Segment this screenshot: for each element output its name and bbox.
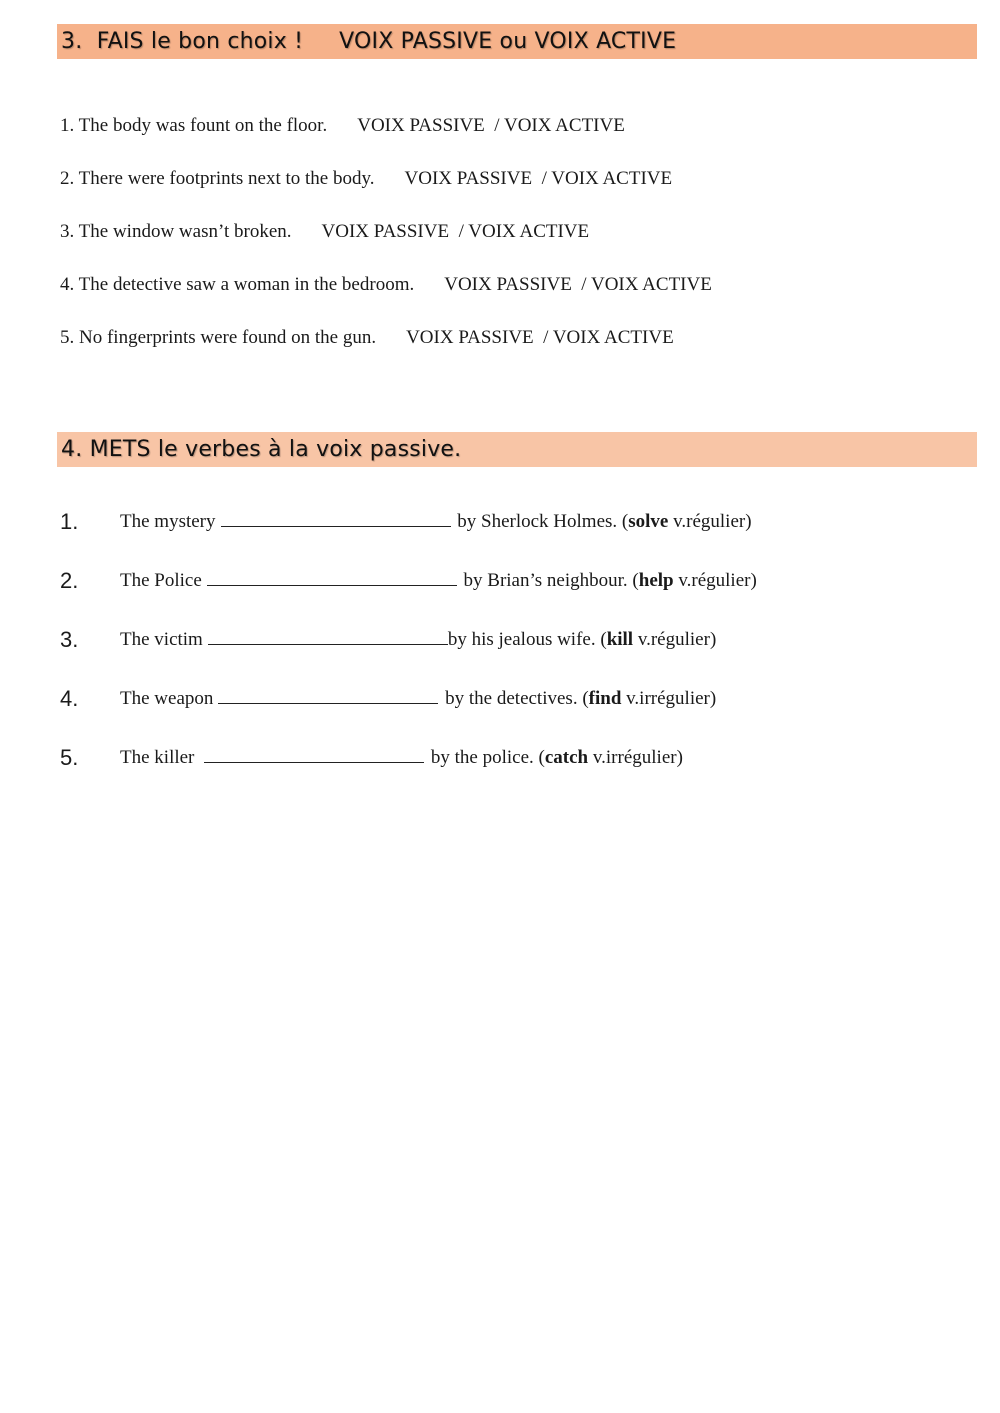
fill-item xyxy=(60,741,960,775)
fill-verb-type: v.irrégulier) xyxy=(592,747,683,768)
section-4-title: 4. METS le verbes à la voix passive. xyxy=(61,437,462,462)
answer-blank[interactable] xyxy=(221,506,451,527)
choice-sentence: The detective saw a woman in the bedroom. xyxy=(78,274,415,295)
fill-agent: by Brian’s neighbour. xyxy=(463,570,628,591)
fill-subject: The weapon xyxy=(120,688,214,709)
fill-open-paren: ( xyxy=(632,570,639,591)
choice-options[interactable]: VOIX PASSIVE / VOIX ACTIVE xyxy=(321,221,590,242)
answer-blank[interactable] xyxy=(218,683,438,704)
section-3-header xyxy=(57,24,977,59)
fill-subject: The killer xyxy=(120,747,195,768)
choice-item xyxy=(60,111,625,141)
choice-options[interactable]: VOIX PASSIVE / VOIX ACTIVE xyxy=(444,274,712,295)
answer-blank[interactable] xyxy=(207,565,457,586)
fill-open-paren: ( xyxy=(538,747,545,768)
fill-subject: The Police xyxy=(120,570,202,591)
fill-agent: by the detectives. xyxy=(445,688,578,709)
fill-verb: help xyxy=(638,570,674,591)
answer-blank[interactable] xyxy=(204,742,424,763)
section-4-header xyxy=(57,432,977,467)
fill-verb: catch xyxy=(544,747,589,768)
fill-verb: solve xyxy=(628,511,669,532)
choice-number: 3. xyxy=(60,221,75,242)
fill-subject: The victim xyxy=(120,629,203,650)
section-3-title: FAIS le bon choix ! xyxy=(96,29,304,54)
choice-item xyxy=(60,323,674,353)
fill-agent: by Sherlock Holmes. xyxy=(457,511,618,532)
answer-blank[interactable] xyxy=(208,624,448,645)
fill-open-paren: ( xyxy=(582,688,589,709)
fill-verb-type: v.irrégulier) xyxy=(626,688,717,709)
fill-verb-type: v.régulier) xyxy=(678,570,757,591)
fill-subject: The mystery xyxy=(120,511,216,532)
fill-open-paren: ( xyxy=(621,511,629,532)
fill-verb: kill xyxy=(606,629,634,650)
choice-sentence: The body was fount on the floor. xyxy=(78,115,328,136)
choice-item xyxy=(60,164,672,194)
fill-agent: by his jealous wife. xyxy=(447,629,596,650)
fill-number: 2. xyxy=(60,568,79,593)
fill-number: 3. xyxy=(60,627,79,652)
fill-item xyxy=(60,623,960,657)
fill-item xyxy=(60,505,960,539)
fill-number: 4. xyxy=(60,686,79,711)
fill-agent: by the police. xyxy=(430,747,534,768)
choice-number: 1. xyxy=(60,115,75,136)
fill-item xyxy=(60,564,960,598)
section-3-subtitle: VOIX PASSIVE ou VOIX ACTIVE xyxy=(339,29,677,54)
fill-open-paren: ( xyxy=(600,629,607,650)
choice-item xyxy=(60,270,712,300)
fill-verb-type: v.régulier) xyxy=(637,629,717,650)
choice-options[interactable]: VOIX PASSIVE / VOIX ACTIVE xyxy=(404,168,673,189)
fill-verb: find xyxy=(588,688,622,709)
choice-number: 5. xyxy=(60,327,75,348)
choice-number: 4. xyxy=(60,274,75,295)
choice-options[interactable]: VOIX PASSIVE / VOIX ACTIVE xyxy=(406,327,674,348)
choice-sentence: No fingerprints were found on the gun. xyxy=(79,327,377,348)
choice-number: 2. xyxy=(60,168,75,189)
section-3-number: 3. xyxy=(61,29,83,54)
fill-item xyxy=(60,682,960,716)
choice-item xyxy=(60,217,589,247)
choice-sentence: The window wasn’t broken. xyxy=(78,221,292,242)
fill-verb-type: v.régulier) xyxy=(673,511,752,532)
choice-options[interactable]: VOIX PASSIVE / VOIX ACTIVE xyxy=(357,115,625,136)
fill-number: 5. xyxy=(60,745,79,770)
fill-number: 1. xyxy=(60,509,79,534)
choice-sentence: There were footprints next to the body. xyxy=(78,168,375,189)
